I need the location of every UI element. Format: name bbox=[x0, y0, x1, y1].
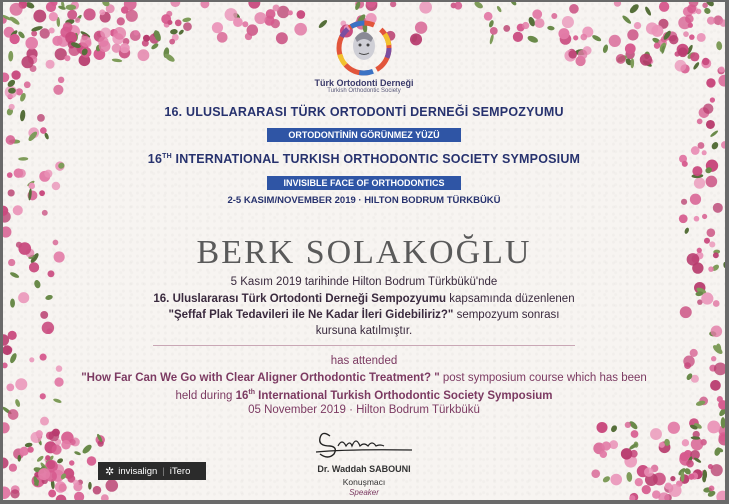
en-line-3-ordinal: th bbox=[248, 389, 255, 396]
tr-line-3-rest: sempozyum sonrası bbox=[453, 309, 560, 321]
sponsor-separator: | bbox=[162, 465, 165, 477]
date-venue: 2-5 KASIM/NOVEMBER 2019 · HILTON BODRUM TÜRKBÜKÜ bbox=[227, 195, 501, 206]
en-title-ordinal: TH bbox=[162, 152, 172, 160]
tr-line-3 bbox=[3, 309, 725, 321]
society-logo bbox=[325, 16, 403, 76]
en-line-1: has attended bbox=[330, 355, 398, 367]
tr-theme-banner: ORTODONTİNİN GÖRÜNMEZ YÜZÜ bbox=[267, 128, 461, 142]
en-line-3-number: 16 bbox=[235, 389, 249, 402]
itero-wordmark: iTero bbox=[169, 465, 191, 477]
en-line-2-rest: post symposium course which has been bbox=[439, 372, 647, 384]
recipient-name: BERK SOLAKOĞLU bbox=[196, 234, 532, 271]
speaker-role-en: Speaker bbox=[349, 488, 379, 497]
divider bbox=[153, 345, 575, 346]
tr-course-title: "Şeffaf Plak Tedavileri ile Ne Kadar İleri Gidebiliriz?" bbox=[168, 309, 454, 321]
en-line-2 bbox=[3, 372, 725, 384]
tr-line-2-bold: 16. Uluslararası Türk Ortodonti Derneği Sempozyumu bbox=[153, 293, 447, 305]
en-line-3-start: held during bbox=[175, 389, 236, 402]
tr-line-2 bbox=[3, 293, 725, 305]
en-line-4: 05 November 2019 · Hilton Bodrum Türkbükü bbox=[248, 404, 480, 416]
en-line-3 bbox=[3, 389, 725, 402]
tr-symposium-title: 16. ULUSLARARASI TÜRK ORTODONTİ DERNEĞİ SEMPOZYUMU bbox=[164, 105, 564, 119]
speaker-role-tr: Konuşmacı bbox=[342, 477, 386, 487]
en-title-number: 16 bbox=[147, 152, 163, 166]
tr-line-1: 5 Kasım 2019 tarihinde Hilton Bodrum Türkbükü'nde bbox=[230, 276, 498, 288]
speaker-signature bbox=[308, 422, 418, 462]
invisalign-star-icon: ✲ bbox=[105, 465, 115, 478]
tr-line-2-rest: kapsamında düzenlenen bbox=[446, 293, 575, 305]
en-symposium-title bbox=[3, 152, 725, 166]
en-theme-banner: INVISIBLE FACE OF ORTHODONTICS bbox=[267, 176, 461, 190]
speaker-name: Dr. Waddah SABOUNI bbox=[317, 464, 411, 474]
org-subtitle: Turkish Orthodontic Society bbox=[327, 88, 401, 94]
org-name: Türk Ortodonti Derneği bbox=[314, 78, 414, 88]
certificate bbox=[3, 2, 725, 500]
en-title-rest: INTERNATIONAL TURKISH ORTHODONTIC SOCIETY SYMPOSIUM bbox=[171, 152, 581, 166]
en-line-3-symposium: International Turkish Orthodontic Society Symposium bbox=[254, 389, 553, 402]
tr-line-4: kursuna katılmıştır. bbox=[315, 325, 413, 337]
sponsor-logo bbox=[98, 462, 206, 480]
en-course-title: "How Far Can We Go with Clear Aligner Orthodontic Treatment? " bbox=[81, 372, 440, 384]
invisalign-wordmark: invisalign bbox=[118, 465, 158, 477]
